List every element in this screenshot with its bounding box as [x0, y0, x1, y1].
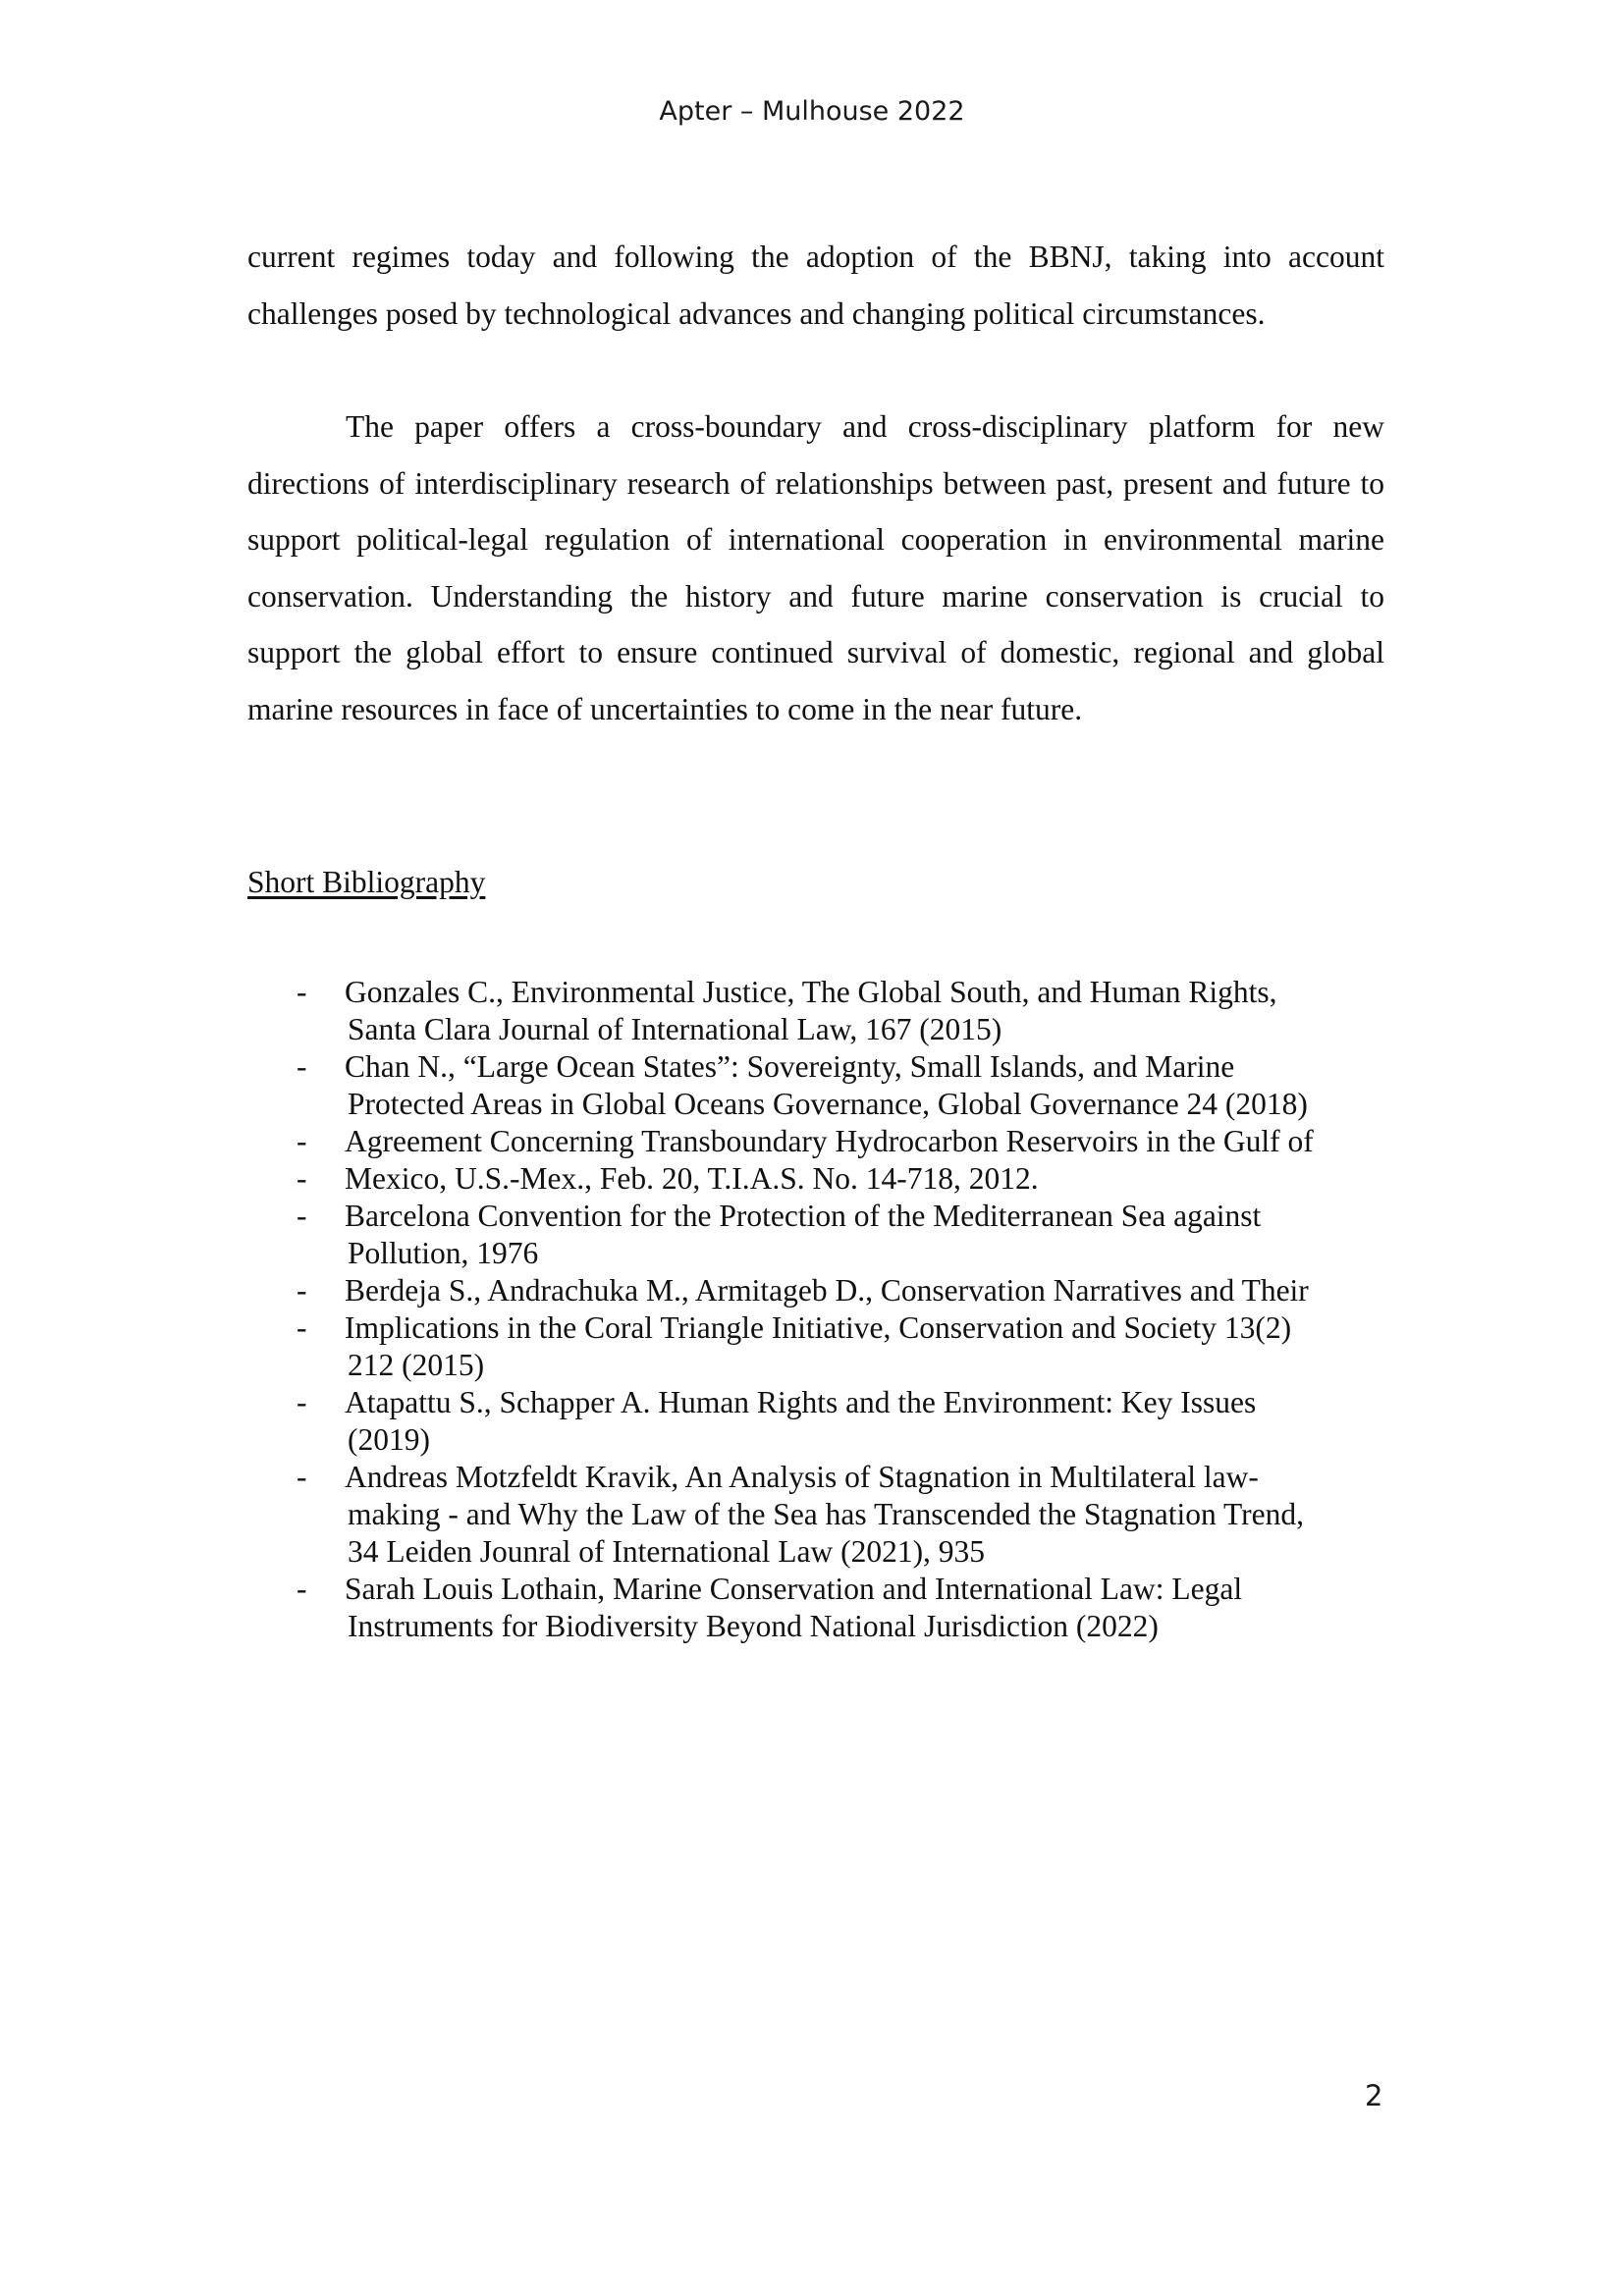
bibliography-entry [0, 974, 1624, 1048]
bibliography-entry [0, 1459, 1624, 1571]
list-dash-marker: - [297, 1161, 307, 1196]
list-dash-marker: - [297, 1049, 307, 1084]
bibliography-entry-line: Gonzales C., Environmental Justice, The Global South, and Human Rights, [345, 975, 1277, 1009]
page-number: 2 [1365, 2079, 1383, 2112]
bibliography-entry-line: Chan N., “Large Ocean States”: Sovereignty, Small Islands, and Marine [345, 1049, 1235, 1084]
bibliography-entry [0, 1160, 1624, 1198]
bibliography-entry-line: Santa Clara Journal of International Law, 167 (2015) [348, 1012, 1002, 1046]
list-dash-marker: - [297, 1385, 307, 1419]
bibliography-entry-line: Agreement Concerning Transboundary Hydrocarbon Reservoirs in the Gulf of [345, 1124, 1314, 1158]
list-dash-marker: - [297, 1310, 307, 1345]
bibliography-entry-line: making - and Why the Law of the Sea has Transcended the Stagnation Trend, [348, 1497, 1305, 1531]
list-dash-marker: - [297, 1572, 307, 1606]
bibliography-entry [0, 1048, 1624, 1123]
list-dash-marker: - [297, 1273, 307, 1308]
list-dash-marker: - [297, 1124, 307, 1158]
list-dash-marker: - [297, 1460, 307, 1494]
bibliography-entry-line: (2019) [348, 1422, 430, 1457]
bibliography-entry-line: Pollution, 1976 [348, 1236, 539, 1270]
bibliography-entry [0, 1384, 1624, 1459]
bibliography-heading: Short Bibliography [247, 865, 486, 899]
body-paragraph-2: The paper offers a cross-boundary and cross-disciplinary platform for new directions of interdisciplinary research of relationships between past, present and future to support political-legal regulation of international cooperation in environmental marine conservation. Understanding the history and future marine conservation is crucial to support the global effort to ensure continued survival of domestic, regional and global marine resources in face of uncertainties to come in the near future. [247, 409, 1384, 726]
bibliography-entry [0, 1571, 1624, 1645]
list-dash-marker: - [297, 1199, 307, 1233]
bibliography-entry [0, 1198, 1624, 1272]
bibliography-entry-line: Implications in the Coral Triangle Initiative, Conservation and Society 13(2) [345, 1310, 1292, 1345]
bibliography-entry [0, 1272, 1624, 1309]
bibliography-entry-line: Protected Areas in Global Oceans Governance, Global Governance 24 (2018) [348, 1087, 1308, 1121]
running-header: Apter – Mulhouse 2022 [659, 96, 965, 127]
bibliography-entry-line: Andreas Motzfeldt Kravik, An Analysis of Stagnation in Multilateral law- [345, 1460, 1259, 1494]
body-paragraph-1: current regimes today and following the adoption of the BBNJ, taking into account challenges posed by technological advances and changing political circumstances. [247, 240, 1384, 331]
list-dash-marker: - [297, 975, 307, 1009]
bibliography-entry-line: Barcelona Convention for the Protection of the Mediterranean Sea against [345, 1199, 1262, 1233]
bibliography-entry-line: Instruments for Biodiversity Beyond National Jurisdiction (2022) [348, 1609, 1159, 1643]
bibliography-entry-line: Mexico, U.S.-Mex., Feb. 20, T.I.A.S. No. 14-718, 2012. [345, 1161, 1039, 1196]
bibliography-entry [0, 1123, 1624, 1160]
bibliography-list [0, 974, 1624, 1645]
bibliography-entry-line: 212 (2015) [348, 1348, 485, 1382]
bibliography-entry-line: Sarah Louis Lothain, Marine Conservation and International Law: Legal [345, 1572, 1243, 1606]
bibliography-entry-line: 34 Leiden Jounral of International Law (2021), 935 [348, 1534, 986, 1569]
bibliography-entry [0, 1309, 1624, 1384]
bibliography-entry-line: Atapattu S., Schapper A. Human Rights and the Environment: Key Issues [345, 1385, 1257, 1419]
bibliography-entry-line: Berdeja S., Andrachuka M., Armitageb D., Conservation Narratives and Their [345, 1273, 1309, 1308]
